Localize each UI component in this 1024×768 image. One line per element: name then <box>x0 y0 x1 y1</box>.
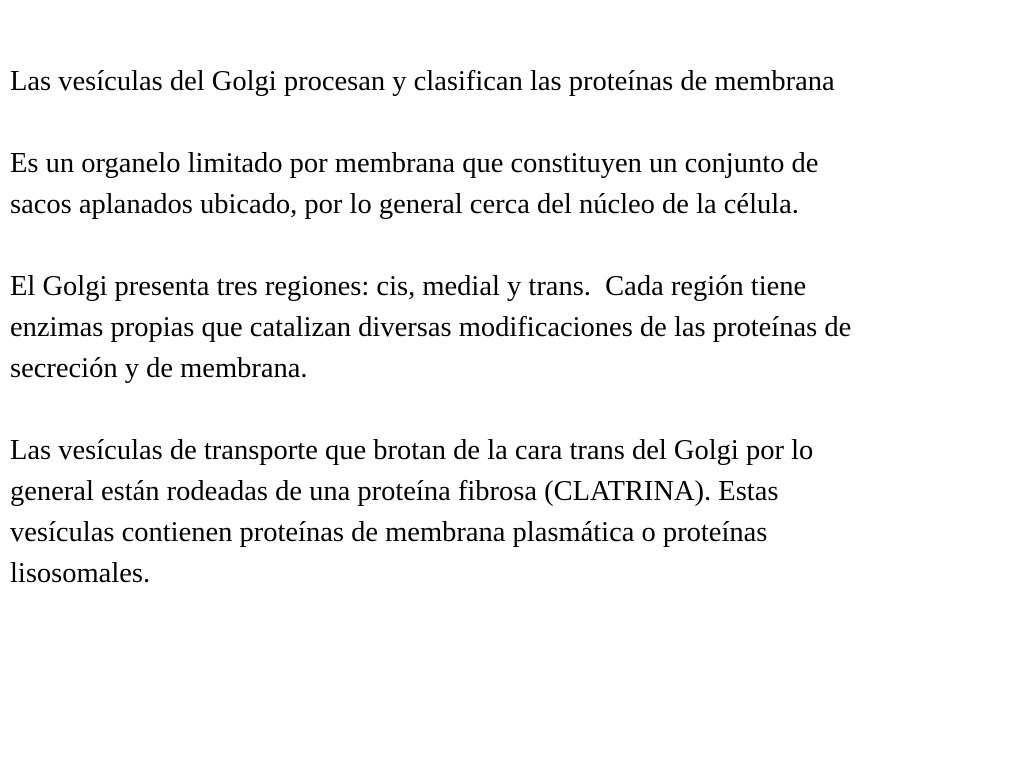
slide-text-body <box>10 61 1020 594</box>
paragraph-golgi-title: Las vesículas del Golgi procesan y clasifican las proteínas de membrana <box>10 66 835 97</box>
paragraph-golgi-definition: Es un organelo limitado por membrana que constituyen un conjunto de sacos aplanados ubicado, por lo general cerca del núcleo de la célula. <box>10 148 819 220</box>
paragraph-transport-vesicles: Las vesículas de transporte que brotan de la cara trans del Golgi por lo general están rodeadas de una proteína fibrosa (CLATRINA). Estas vesículas contienen proteínas de membrana plasmática o proteínas lisosomales. <box>10 435 814 589</box>
paragraph-golgi-regions: El Golgi presenta tres regiones: cis, medial y trans. Cada región tiene enzimas propias que catalizan diversas modificaciones de las proteínas de secreción y de membrana. <box>10 271 852 384</box>
